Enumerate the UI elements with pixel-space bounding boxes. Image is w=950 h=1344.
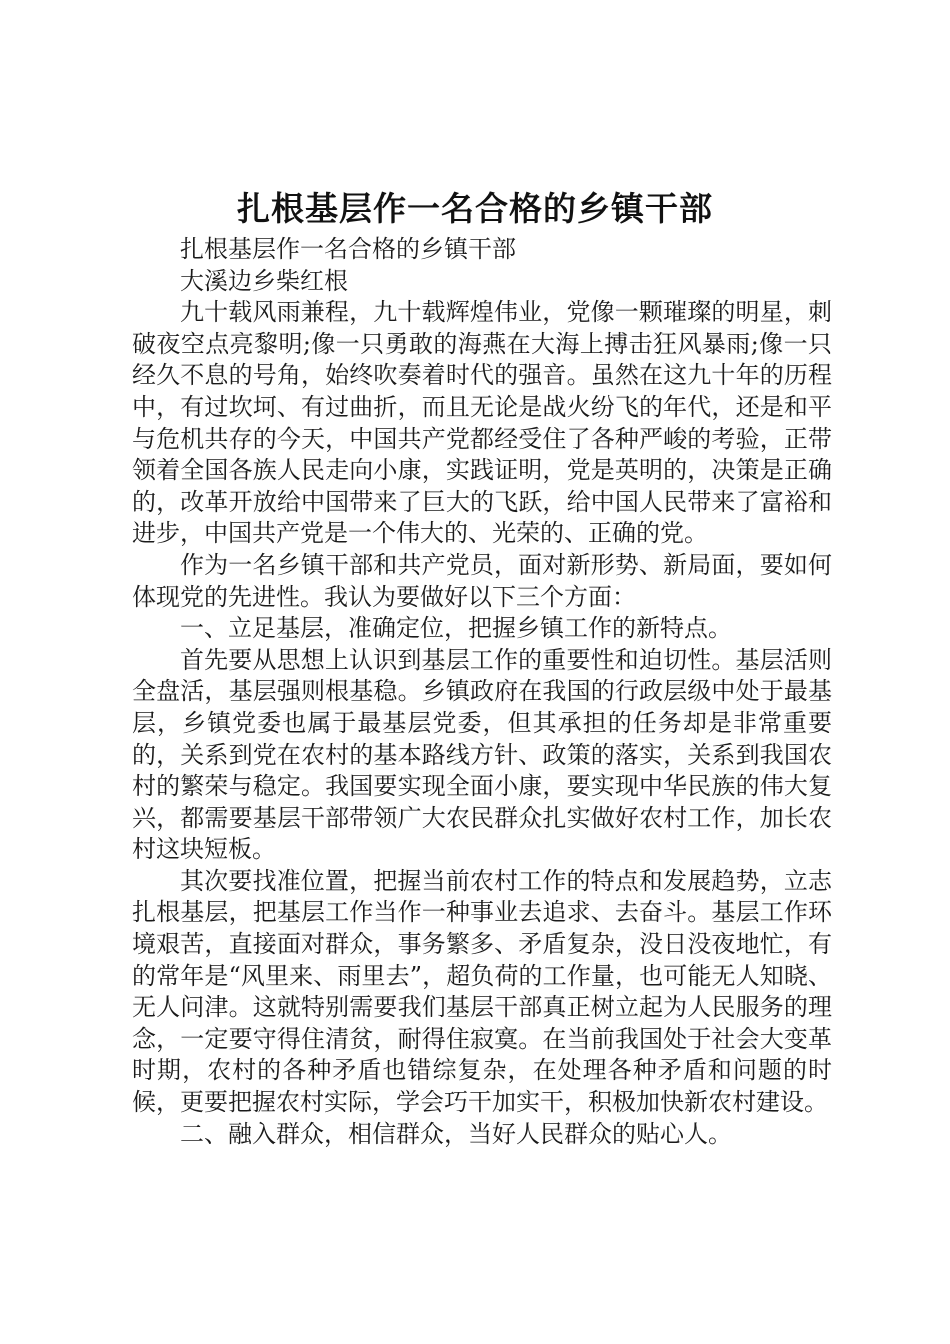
body-paragraph: 首先要从思想上认识到基层工作的重要性和迫切性。基层活则全盘活，基层强则根基稳。乡镇政府在我国的行政层级中处于最基层，乡镇党委也属于最基层党委，但其承担的任务却是非常重要的，关系到党在农村的基本路线方针、政策的落实，关系到我国农村的繁荣与稳定。我国要实现全面小康，要实现中华民族的伟大复兴，都需要基层干部带领广大农民群众扎实做好农村工作，加长农村这块短板。: [132, 645, 832, 864]
page-title: 扎根基层作一名合格的乡镇干部: [237, 189, 713, 228]
section-heading: 一、立足基层，准确定位，把握乡镇工作的新特点。: [180, 614, 732, 643]
subtitle-paragraph: 扎根基层作一名合格的乡镇干部: [180, 235, 516, 263]
author-line: 大溪边乡柴红根: [180, 266, 348, 295]
body-paragraph: 其次要找准位置，把握当前农村工作的特点和发展趋势，立志扎根基层，把基层工作当作一种事业去追求、去奋斗。基层工作环境艰苦，直接面对群众，事务繁多、矛盾复杂，没日没夜地忙，有的常年是“风里来、雨里去”，超负荷的工作量，也可能无人知晓、无人问津。这就特别需要我们基层干部真正树立起为人民服务的理念，一定要守得住清贫，耐得住寂寞。在当前我国处于社会大变革时期，农村的各种矛盾也错综复杂，在处理各种矛盾和问题的时候，更要把握农村实际，学会巧干加实干，积极加快新农村建设。: [132, 866, 832, 1117]
body-paragraph: 九十载风雨兼程，九十载辉煌伟业，党像一颗璀璨的明星，刺破夜空点亮黎明;像一只勇敢的海燕在大海上搏击狂风暴雨;像一只经久不息的号角，始终吹奏着时代的强音。虽然在这九十年的历程中，有过坎坷、有过曲折，而且无论是战火纷飞的年代，还是和平与危机共存的今天，中国共产党都经受住了各种严峻的考验，正带领着全国各族人民走向小康，实践证明，党是英明的，决策是正确的，改革开放给中国带来了巨大的飞跃，给中国人民带来了富裕和进步，中国共产党是一个伟大的、光荣的、正确的党。: [132, 298, 832, 548]
body-paragraph: 作为一名乡镇干部和共产党员，面对新形势、新局面，要如何体现党的先进性。我认为要做好以下三个方面：: [132, 550, 832, 611]
section-heading: 二、融入群众，相信群众，当好人民群众的贴心人。: [180, 1119, 732, 1148]
document-body: [132, 234, 832, 1150]
